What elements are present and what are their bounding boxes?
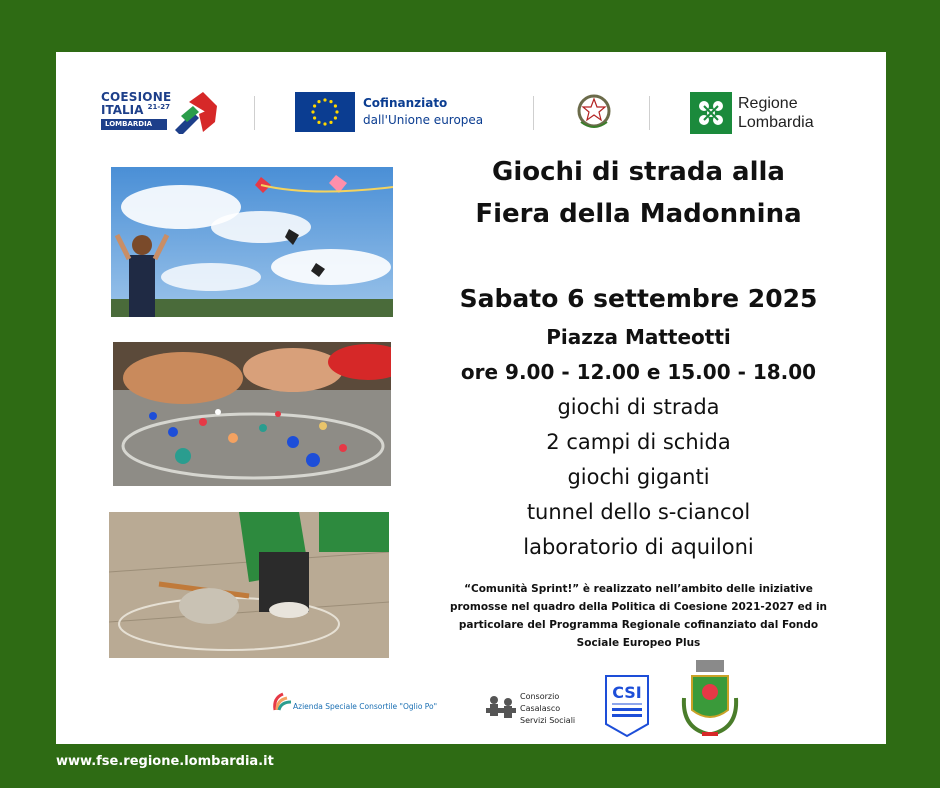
schida-game-photo [109,512,389,658]
header-divider [254,96,255,130]
regione-lombardia-logo [690,92,850,136]
eu-cofinanced-logo [295,92,495,134]
eu-line1: Cofinanziato [363,96,448,110]
municipal-coat-of-arms-icon [678,658,742,742]
coesione-italia-logo [101,90,216,136]
azienda-name: Azienda Speciale Consortile "Oglio Po" [293,702,438,711]
coesione-line2: ITALIA $^{21-27}$ [101,103,170,117]
activity-item: laboratorio di aquiloni [523,535,754,559]
centro-sportivo-italiano-logo [604,674,650,738]
consorzio-line2: Casalasco [520,704,561,713]
event-date: Sabato 6 settembre 2025 [459,284,818,313]
coesione-line1: COESIONE [101,90,172,104]
azienda-oglio-po-logo [271,688,451,718]
italian-republic-emblem-icon [575,92,613,132]
header-divider [649,96,650,130]
poster-card [56,52,886,744]
footer-url-link[interactable]: www.fse.regione.lombardia.it [56,754,274,769]
activity-item: tunnel dello s-ciancol [526,500,751,524]
lombardia-rose-icon [690,92,732,134]
lombardia-line2: Lombardia [738,114,814,131]
funding-disclaimer: “Comunità Sprint!” è realizzato nell’ambito delle iniziative promosse nel quadro della Politica di Coesione 2021-2027 ed in particolare del Programma Regionale cofinanziato dal Fondo Sociale Europeo Plus [449,583,828,649]
event-title-line1: Giochi di strada alla [492,157,785,187]
activity-item: giochi giganti [567,465,710,489]
svg-text:CSI: CSI [612,683,642,702]
eu-line2: dall'Unione europea [363,113,484,127]
activity-item: giochi di strada [557,395,720,419]
lombardia-line1: Regione [738,95,798,112]
eu-flag-icon [295,92,355,132]
oglio-po-swirl-icon [271,690,293,714]
coesione-region-bar: LOMBARDIA [101,119,167,130]
consorzio-casalasco-logo [484,690,584,730]
consorzio-line3: Servizi Sociali [520,716,576,725]
coesione-arrows-icon [169,92,217,134]
kites-photo [111,167,393,317]
puzzle-people-icon [484,692,518,726]
consorzio-line1: Consorzio [520,692,560,701]
event-hours: ore 9.00 - 12.00 e 15.00 - 18.00 [460,360,817,384]
marbles-photo [113,342,391,486]
header-divider [533,96,534,130]
event-place: Piazza Matteotti [546,325,731,349]
activity-item: 2 campi di schida [546,430,731,454]
event-title-line2: Fiera della Madonnina [475,199,802,229]
